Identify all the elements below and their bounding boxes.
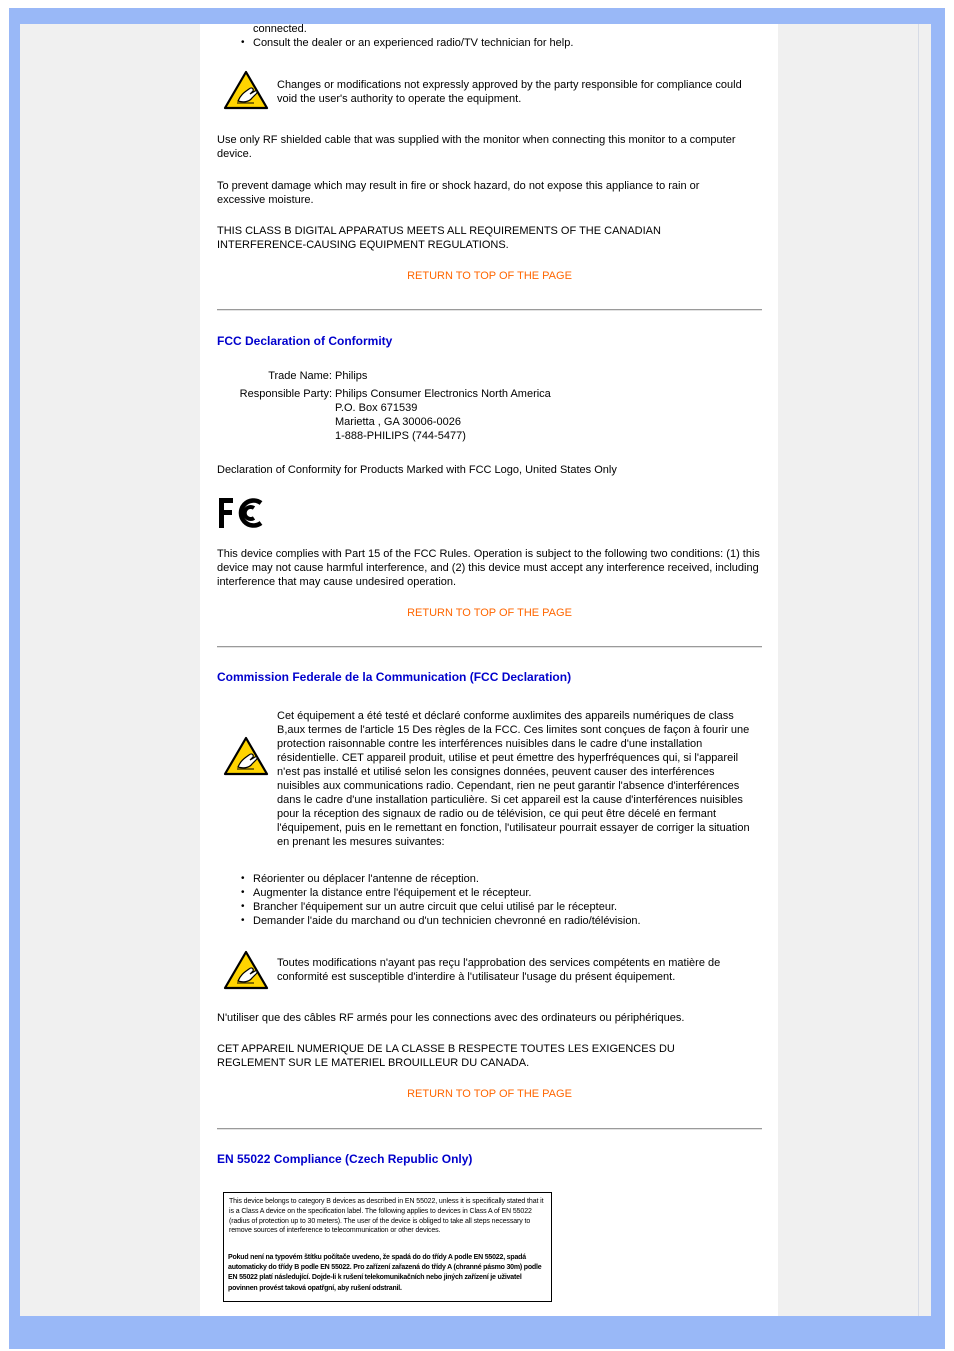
warning-hand-icon <box>223 950 269 990</box>
section-divider <box>217 1128 762 1130</box>
list-item: • Augmenter la distance entre l'équipement et le récepteur. <box>217 886 532 900</box>
responsible-party-line: 1-888-PHILIPS (744-5477) <box>335 430 466 442</box>
list-item: • Consult the dealer or an experienced radio/TV technician for help. <box>217 36 573 50</box>
trade-name-label: Trade Name: <box>268 370 332 382</box>
canada-paragraph: CET APPAREIL NUMERIQUE DE LA CLASSE B RESPECTE TOUTES LES EXIGENCES DU REGLEMENT SUR LE MATERIEL BROUILLEUR DU CANADA. <box>217 1043 675 1069</box>
left-panel <box>20 24 200 1316</box>
declaration-line: Declaration of Conformity for Products Marked with FCC Logo, United States Only <box>217 464 617 476</box>
commission-warning-text: Cet équipement a été testé et déclaré conforme auxlimites des appareils numériques de class B,aux termes de l'article 15 Des règles de la FCC. Ces limites sont conçues de façon à fourir une protection raisonnable contre les interférences nuisibles dans le cadre d'une installation résidentielle. CET appareil produit, utilise et peut émettre des hyperfréquences qui, si l'appareil n'est pas installé et utilisé selon les consignes données, peuvent causer des interférences nuisibles aux communications radio. Cependant, rien ne peut garantir l'absence d'interférences dans le cadre d'une installation particulière. Si cet appareil est la cause d'interférences nuisibles pour la réception des signaux de radio ou de télévision, ce qui peut être décelé en fermant l'équipement, puis en le remettant en fonction, l'utilisateur pourrait essayer de corriger la situation en prenant les mesures suivantes: <box>277 710 750 848</box>
scrollbar-strip <box>918 24 931 1316</box>
damage-paragraph: To prevent damage which may result in fire or shock hazard, do not expose this appliance to rain or excessive moisture. <box>217 180 700 206</box>
fcc-logo <box>217 496 263 530</box>
return-to-top-link[interactable]: RETURN TO TOP OF THE PAGE <box>407 1088 572 1100</box>
warning-hand-icon <box>223 70 269 110</box>
commission-heading: Commission Federale de la Communication (FCC Declaration) <box>217 670 572 684</box>
fcc-compliance-paragraph: This device complies with Part 15 of the FCC Rules. Operation is subject to the following two conditions: (1) this device may not cause harmful interference, and (2) this device must accept any interference received, including interference that may cause undesired operation. <box>217 548 760 588</box>
en55022-notice-image <box>223 1192 552 1302</box>
section-divider <box>217 309 762 311</box>
canadian-paragraph: THIS CLASS B DIGITAL APPARATUS MEETS ALL REQUIREMENTS OF THE CANADIAN INTERFERENCE-CAUSING EQUIPMENT REGULATIONS. <box>217 225 661 251</box>
warning-changes-text: Changes or modifications not expressly approved by the party responsible for compliance could void the user's authority to operate the equipment. <box>277 79 742 105</box>
commission-modifications-text: Toutes modifications n'ayant pas reçu l'approbation des services compétents en matière de conformité est susceptible d'interdire à l'utilisateur l'usage du présent équipement. <box>277 957 721 983</box>
section-divider <box>217 646 762 648</box>
responsible-party-line: Marietta , GA 30006-0026 <box>335 416 461 428</box>
list-item: • Demander l'aide du marchand ou d'un technicien chevronné en radio/télévision. <box>217 914 641 928</box>
en55022-heading: EN 55022 Compliance (Czech Republic Only) <box>217 1152 473 1166</box>
return-to-top-link[interactable]: RETURN TO TOP OF THE PAGE <box>407 607 572 619</box>
en55022-english-text: This device belongs to category B devices as described in EN 55022, unless it is specifically stated that it is a Class A device on the specification label. The following applies to devices in Class A of EN 55022 (radius of protection up to 30 meters). The user of the device is obliged to take all steps necessary to remove sources of interference to telecommunication or other devices. <box>229 1198 544 1235</box>
responsible-party-line: Philips Consumer Electronics North America <box>335 388 551 400</box>
warning-hand-icon <box>223 736 269 776</box>
trade-name-value: Philips <box>335 370 368 382</box>
return-to-top-link[interactable]: RETURN TO TOP OF THE PAGE <box>407 270 572 282</box>
list-item: • Réorienter ou déplacer l'antenne de réception. <box>217 872 479 886</box>
list-item: • Brancher l'équipement sur un autre circuit que celui utilisé par le récepteur. <box>217 900 617 914</box>
responsible-party-line: P.O. Box 671539 <box>335 402 418 414</box>
fcc-declaration-heading: FCC Declaration of Conformity <box>217 334 393 348</box>
cables-paragraph: N'utiliser que des câbles RF armés pour les connections avec des ordinateurs ou périphériques. <box>217 1012 685 1024</box>
responsible-party-label: Responsible Party: <box>239 388 332 400</box>
top-fragment-text: connected. <box>253 23 307 35</box>
en55022-czech-text: Pokud není na typovém štítku počítače uvedeno, že spadá do do třídy A podle EN 55022, spadá automaticky do třídy B podle EN 55022. Pro zařízení zařazená do třídy A (chranné pásmo 30m) podle EN 55022 platí následující. Dojde-li k rušení telekomunikačních nebo jiných zařízení je uživatel povinnen provést taková opatřgní, aby rušení odstranil. <box>228 1254 542 1292</box>
right-panel <box>778 24 918 1316</box>
rf-cable-paragraph: Use only RF shielded cable that was supplied with the monitor when connecting this monitor to a computer device. <box>217 134 736 160</box>
